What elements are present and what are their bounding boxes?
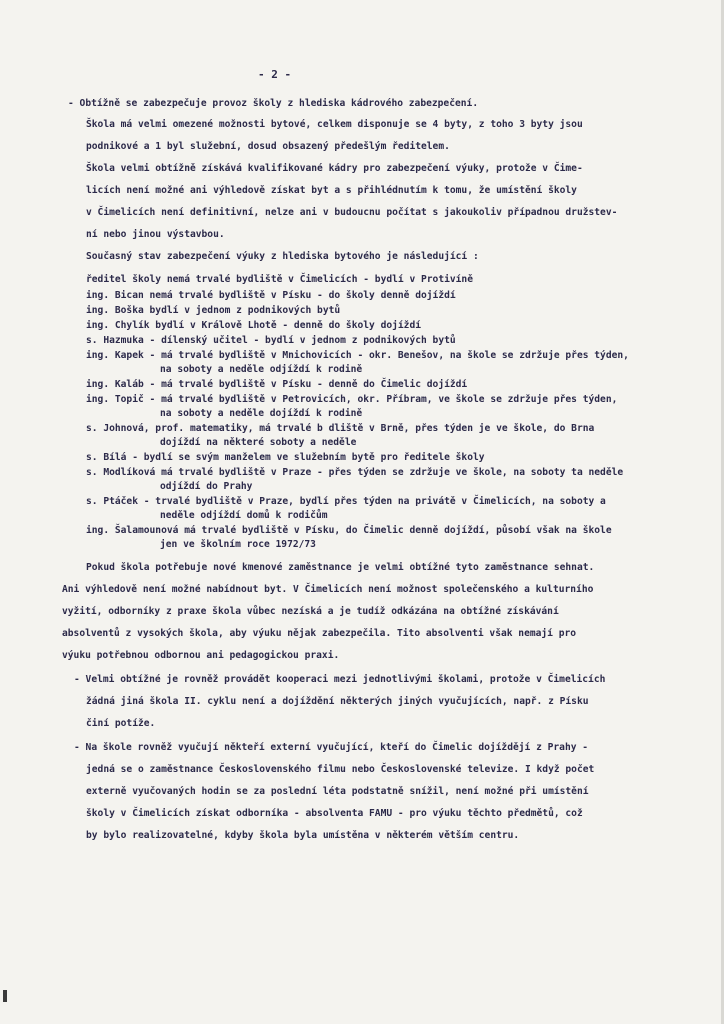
- text-line: podnikové a 1 byl služební, dosud obsazený předešlým ředitelem.: [86, 141, 450, 152]
- page-number: - 2 -: [258, 68, 292, 81]
- text-line: ing. Kapek - má trvalé bydliště v Mnichovicích - okr. Benešov, na škole se zdržuje přes týden,: [86, 350, 629, 361]
- scan-mark: [3, 990, 7, 1002]
- text-line: Současný stav zabezpečení výuky z hlediska bytového je následující :: [86, 251, 479, 262]
- text-line: školy v Čimelicích získat odborníka - absolventa FAMU - pro výuku těchto předmětů, což: [86, 808, 583, 819]
- text-line: výuku potřebnou odbornou ani pedagogickou praxi.: [62, 650, 340, 661]
- text-line: ředitel školy nemá trvalé bydliště v Čimelicích - bydlí v Protivíně: [86, 274, 473, 285]
- text-line: Škola má velmi omezené možnosti bytové, celkem disponuje se 4 byty, z toho 3 byty jsou: [86, 119, 583, 130]
- text-line: s. Modlíková má trvalé bydliště v Praze - přes týden se zdržuje ve škole, na soboty ta neděle: [86, 467, 624, 478]
- text-line: Škola velmi obtížně získává kvalifikované kádry pro zabezpečení výuky, protože v Čime-: [86, 163, 583, 174]
- text-line: neděle odjíždí domů k rodičům: [160, 510, 328, 521]
- text-line: s. Ptáček - trvalé bydliště v Praze, bydlí přes týden na privátě v Čimelicích, na soboty a: [86, 496, 606, 507]
- text-line: - Obtížně se zabezpečuje provoz školy z hlediska kádrového zabezpečení.: [68, 98, 479, 109]
- text-line: ing. Bican nemá trvalé bydliště v Písku - do školy denně dojíždí: [86, 290, 456, 301]
- text-line: externě vyučovaných hodin se za poslední léta podstatně snížil, není možné při umístění: [86, 786, 589, 797]
- text-line: na soboty a neděle odjíždí k rodině: [160, 364, 363, 375]
- text-line: činí potíže.: [86, 718, 156, 729]
- text-line: odjíždí do Prahy: [160, 481, 253, 492]
- text-line: žádná jiná škola II. cyklu není a dojíždění některých jiných vyučujících, např. z Písku: [86, 696, 589, 707]
- text-line: ing. Kaláb - má trvalé bydliště v Písku - denně do Čimelic dojíždí: [86, 379, 468, 390]
- text-line: vyžití, odborníky z praxe škola vůbec nezíská a je tudíž odkázána na obtížné získávání: [62, 606, 559, 617]
- text-line: ing. Boška bydlí v jednom z podnikových bytů: [86, 305, 341, 316]
- text-line: na soboty a neděle dojíždí k rodině: [160, 408, 363, 419]
- text-line: absolventů z vysokých škola, aby výuku nějak zabezpečila. Tito absolventi však nemají pro: [62, 628, 577, 639]
- text-line: Pokud škola potřebuje nové kmenové zaměstnance je velmi obtížné tyto zaměstnance sehnat.: [86, 562, 595, 573]
- text-line: s. Hazmuka - dílenský učitel - bydlí v jednom z podnikových bytů: [86, 335, 456, 346]
- text-line: ing. Topič - má trvalé bydliště v Petrovicích, okr. Příbram, ve škole se zdržuje přes týden,: [86, 394, 618, 405]
- text-line: ing. Chylík bydlí v Králově Lhotě - denně do školy dojíždí: [86, 320, 422, 331]
- text-line: ing. Šalamounová má trvalé bydliště v Písku, do Čimelic denně dojíždí, působí však na škole: [86, 525, 612, 536]
- text-line: v Čimelicích není definitivní, nelze ani v budoucnu počítat s jakoukoliv případnou družstev-: [86, 207, 618, 218]
- text-line: Ani výhledově není možné nabídnout byt. V Čimelicích není možnost společenského a kulturního: [62, 584, 594, 595]
- text-line: dojíždí na některé soboty a neděle: [160, 437, 357, 448]
- text-line: jen ve školním roce 1972/73: [160, 539, 316, 550]
- text-line: jedná se o zaměstnance Československého filmu nebo Československé televize. I když počet: [86, 764, 595, 775]
- text-line: ní nebo jinou výstavbou.: [86, 229, 225, 240]
- text-line: s. Bílá - bydlí se svým manželem ve služebním bytě pro ředitele školy: [86, 452, 485, 463]
- text-line: s. Johnová, prof. matematiky, má trvalé b dliště v Brně, přes týden je ve škole, do Brna: [86, 423, 595, 434]
- text-line: licích není možné ani výhledově získat byt a s přihlédnutím k tomu, že umístění školy: [86, 185, 577, 196]
- text-line: by bylo realizovatelné, kdyby škola byla umístěna v některém větším centru.: [86, 830, 520, 841]
- text-line: - Na škole rovněž vyučují někteří externí vyučující, kteří do Čimelic dojíždějí z Prahy -: [74, 742, 589, 753]
- text-line: - Velmi obtížné je rovněž provádět kooperaci mezi jednotlivými školami, protože v Čimelicích: [74, 674, 606, 685]
